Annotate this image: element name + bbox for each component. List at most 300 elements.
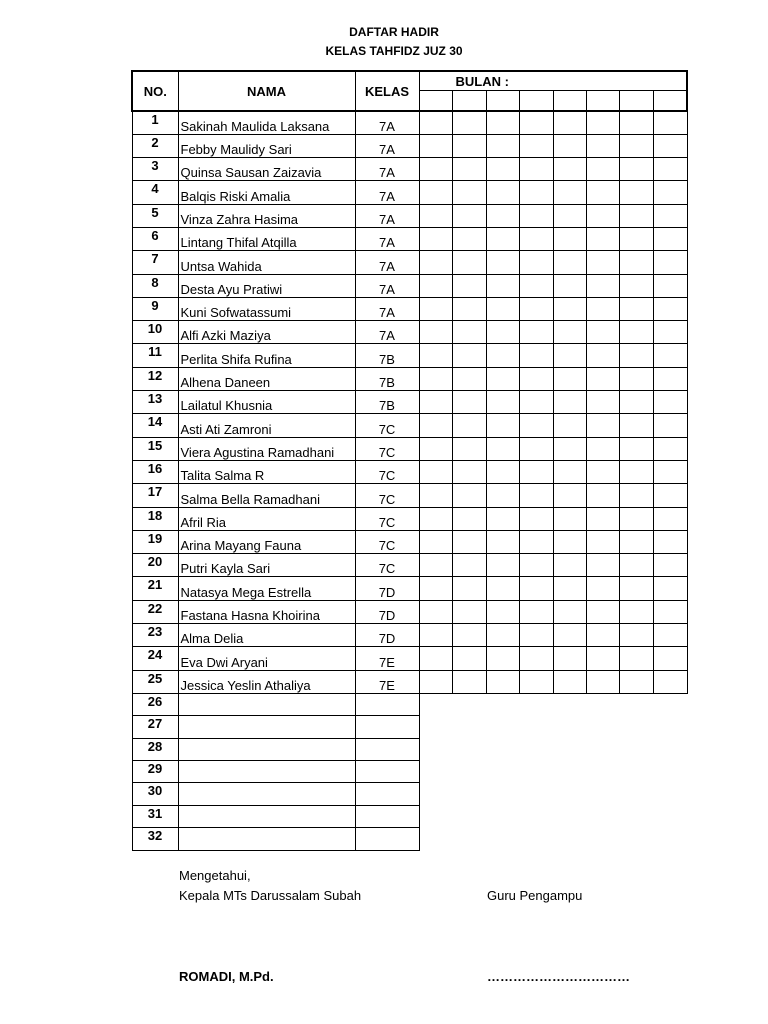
- attendance-cell: [519, 647, 553, 670]
- attendance-cell: [553, 204, 586, 227]
- student-name: Vinza Zahra Hasima: [178, 204, 355, 227]
- student-name: Eva Dwi Aryani: [178, 647, 355, 670]
- attendance-cell: [553, 227, 586, 250]
- table-row: [132, 274, 687, 297]
- attendance-cell: [653, 600, 687, 623]
- attendance-cell: [553, 600, 586, 623]
- row-number: 11: [132, 344, 178, 367]
- student-class: 7A: [355, 321, 419, 344]
- attendance-cell: [653, 134, 687, 157]
- attendance-cell: [452, 321, 486, 344]
- student-class: 7A: [355, 181, 419, 204]
- attendance-cell: [553, 297, 586, 320]
- attendance-cell: [519, 577, 553, 600]
- attendance-cell: [419, 227, 452, 250]
- attendance-cell: [519, 344, 553, 367]
- attendance-cell: [486, 297, 519, 320]
- month-subheader-cell: [553, 91, 586, 112]
- attendance-cell: [619, 111, 653, 134]
- attendance-cell: [486, 134, 519, 157]
- student-class: 7D: [355, 577, 419, 600]
- attendance-cell: [419, 367, 452, 390]
- table-row: [132, 414, 687, 437]
- attendance-cell: [452, 134, 486, 157]
- attendance-cell: [419, 391, 452, 414]
- attendance-cell: [619, 414, 653, 437]
- student-name: Lintang Thifal Atqilla: [178, 227, 355, 250]
- attendance-table: [131, 70, 688, 851]
- table-row: [132, 158, 687, 181]
- attendance-cell: [419, 554, 452, 577]
- student-name: [178, 761, 355, 783]
- attendance-cell: [619, 321, 653, 344]
- attendance-cell: [553, 507, 586, 530]
- attendance-cell: [586, 251, 619, 274]
- attendance-cell: [486, 321, 519, 344]
- student-name: [178, 693, 355, 715]
- student-class: 7C: [355, 484, 419, 507]
- attendance-cell: [653, 414, 687, 437]
- row-number: 13: [132, 391, 178, 414]
- attendance-cell: [419, 204, 452, 227]
- student-class: 7D: [355, 600, 419, 623]
- footer-kepala-title: Kepala MTs Darussalam Subah: [179, 888, 362, 903]
- footer-kepala-name: ROMADI, M.Pd.: [179, 969, 274, 984]
- student-name: Salma Bella Ramadhani: [178, 484, 355, 507]
- attendance-cell: [619, 134, 653, 157]
- attendance-cell: [486, 577, 519, 600]
- student-class: 7A: [355, 134, 419, 157]
- student-class: 7B: [355, 344, 419, 367]
- attendance-cell: [553, 414, 586, 437]
- table-row: [132, 554, 687, 577]
- row-number: 23: [132, 624, 178, 647]
- table-row: [132, 577, 687, 600]
- attendance-cell: [586, 181, 619, 204]
- attendance-cell: [619, 624, 653, 647]
- student-name: Asti Ati Zamroni: [178, 414, 355, 437]
- student-class: [355, 783, 419, 805]
- attendance-cell: [586, 111, 619, 134]
- row-number: 12: [132, 367, 178, 390]
- row-number: 29: [132, 761, 178, 783]
- attendance-cell: [653, 530, 687, 553]
- table-row: [132, 134, 687, 157]
- student-name: Afril Ria: [178, 507, 355, 530]
- month-subheader-cell: [486, 91, 519, 112]
- document-title: DAFTAR HADIR: [349, 25, 439, 39]
- attendance-cell: [486, 181, 519, 204]
- student-name: Alfi Azki Maziya: [178, 321, 355, 344]
- student-class: [355, 805, 419, 827]
- header-kelas: KELAS: [355, 71, 419, 111]
- attendance-cell: [653, 437, 687, 460]
- attendance-cell: [619, 181, 653, 204]
- attendance-cell: [653, 321, 687, 344]
- attendance-cell: [452, 437, 486, 460]
- footer-guru-title: Guru Pengampu: [487, 888, 583, 903]
- row-number: 2: [132, 134, 178, 157]
- student-class: [355, 761, 419, 783]
- student-name: [178, 783, 355, 805]
- student-name: [178, 716, 355, 738]
- attendance-cell: [653, 158, 687, 181]
- attendance-cell: [619, 670, 653, 693]
- attendance-cell: [586, 297, 619, 320]
- attendance-cell: [519, 227, 553, 250]
- table-row: [132, 693, 687, 715]
- attendance-cell: [419, 251, 452, 274]
- attendance-cell: [519, 274, 553, 297]
- attendance-cell: [519, 367, 553, 390]
- attendance-cell: [653, 577, 687, 600]
- attendance-cell: [553, 134, 586, 157]
- attendance-cell: [586, 670, 619, 693]
- attendance-cell: [586, 414, 619, 437]
- attendance-cell: [586, 367, 619, 390]
- attendance-cell: [653, 227, 687, 250]
- attendance-cell: [619, 274, 653, 297]
- month-subheader-cell: [586, 91, 619, 112]
- attendance-cell: [419, 624, 452, 647]
- row-number: 21: [132, 577, 178, 600]
- student-name: Febby Maulidy Sari: [178, 134, 355, 157]
- student-class: 7A: [355, 297, 419, 320]
- attendance-cell: [619, 158, 653, 181]
- attendance-cell: [653, 111, 687, 134]
- student-name: Perlita Shifa Rufina: [178, 344, 355, 367]
- attendance-cell: [519, 414, 553, 437]
- student-name: Putri Kayla Sari: [178, 554, 355, 577]
- attendance-cell: [553, 344, 586, 367]
- table-row: [132, 738, 687, 760]
- attendance-cell: [519, 484, 553, 507]
- attendance-cell: [452, 204, 486, 227]
- student-class: 7A: [355, 251, 419, 274]
- attendance-cell: [519, 391, 553, 414]
- table-row: [132, 805, 687, 827]
- attendance-cell: [553, 367, 586, 390]
- attendance-cell: [519, 297, 553, 320]
- attendance-cell: [653, 344, 687, 367]
- student-name: Kuni Sofwatassumi: [178, 297, 355, 320]
- attendance-cell: [519, 554, 553, 577]
- attendance-cell: [586, 227, 619, 250]
- attendance-cell: [619, 484, 653, 507]
- month-subheader-cell: [419, 91, 452, 112]
- attendance-cell: [486, 391, 519, 414]
- attendance-cell: [486, 111, 519, 134]
- attendance-cell: [653, 624, 687, 647]
- attendance-cell: [586, 577, 619, 600]
- attendance-cell: [653, 647, 687, 670]
- student-class: 7A: [355, 158, 419, 181]
- student-name: [178, 738, 355, 760]
- attendance-cell: [452, 554, 486, 577]
- row-number: 30: [132, 783, 178, 805]
- attendance-cell: [452, 507, 486, 530]
- attendance-cell: [586, 344, 619, 367]
- attendance-cell: [653, 204, 687, 227]
- attendance-cell: [452, 344, 486, 367]
- attendance-cell: [419, 437, 452, 460]
- attendance-cell: [486, 484, 519, 507]
- attendance-cell: [619, 577, 653, 600]
- student-name: Arina Mayang Fauna: [178, 530, 355, 553]
- attendance-cell: [519, 134, 553, 157]
- document-subtitle: KELAS TAHFIDZ JUZ 30: [325, 44, 463, 58]
- row-number: 6: [132, 227, 178, 250]
- attendance-cell: [419, 111, 452, 134]
- student-name: Natasya Mega Estrella: [178, 577, 355, 600]
- attendance-cell: [653, 670, 687, 693]
- table-row: [132, 624, 687, 647]
- student-name: [178, 828, 355, 850]
- student-name: Untsa Wahida: [178, 251, 355, 274]
- attendance-cell: [619, 204, 653, 227]
- attendance-cell: [553, 460, 586, 483]
- student-class: 7C: [355, 507, 419, 530]
- month-subheader-cell: [619, 91, 653, 112]
- attendance-cell: [486, 670, 519, 693]
- attendance-cell: [519, 460, 553, 483]
- attendance-cell: [653, 554, 687, 577]
- attendance-cell: [586, 647, 619, 670]
- table-row: [132, 716, 687, 738]
- table-row: [132, 181, 687, 204]
- attendance-cell: [486, 554, 519, 577]
- attendance-cell: [452, 577, 486, 600]
- attendance-cell: [486, 274, 519, 297]
- row-number: 18: [132, 507, 178, 530]
- attendance-cell: [452, 460, 486, 483]
- table-row: [132, 344, 687, 367]
- header-bulan: BULAN :: [419, 71, 687, 91]
- attendance-cell: [653, 251, 687, 274]
- student-class: 7B: [355, 367, 419, 390]
- attendance-cell: [653, 484, 687, 507]
- attendance-cell: [452, 414, 486, 437]
- attendance-cell: [586, 134, 619, 157]
- month-subheader-cell: [653, 91, 687, 112]
- student-class: [355, 716, 419, 738]
- attendance-cell: [486, 251, 519, 274]
- row-number: 19: [132, 530, 178, 553]
- attendance-cell: [419, 600, 452, 623]
- row-number: 16: [132, 460, 178, 483]
- attendance-cell: [419, 158, 452, 181]
- table-row: [132, 670, 687, 693]
- table-row: [132, 321, 687, 344]
- attendance-cell: [653, 297, 687, 320]
- student-name: Balqis Riski Amalia: [178, 181, 355, 204]
- footer-guru-signature-line: ……………………………: [487, 969, 630, 984]
- student-name: Alhena Daneen: [178, 367, 355, 390]
- attendance-cell: [619, 367, 653, 390]
- attendance-cell: [619, 530, 653, 553]
- attendance-cell: [486, 227, 519, 250]
- row-number: 7: [132, 251, 178, 274]
- attendance-cell: [653, 507, 687, 530]
- table-row: [132, 367, 687, 390]
- attendance-cell: [486, 367, 519, 390]
- attendance-cell: [553, 647, 586, 670]
- attendance-cell: [553, 251, 586, 274]
- attendance-cell: [586, 624, 619, 647]
- row-number: 10: [132, 321, 178, 344]
- attendance-cell: [486, 600, 519, 623]
- attendance-cell: [452, 484, 486, 507]
- attendance-cell: [419, 344, 452, 367]
- attendance-cell: [486, 344, 519, 367]
- attendance-cell: [486, 530, 519, 553]
- attendance-cell: [452, 367, 486, 390]
- attendance-cell: [619, 507, 653, 530]
- row-number: 3: [132, 158, 178, 181]
- attendance-cell: [419, 670, 452, 693]
- attendance-cell: [553, 554, 586, 577]
- row-number: 22: [132, 600, 178, 623]
- table-row: [132, 111, 687, 134]
- attendance-cell: [519, 507, 553, 530]
- attendance-cell: [553, 111, 586, 134]
- student-class: 7B: [355, 391, 419, 414]
- attendance-cell: [519, 437, 553, 460]
- student-class: 7C: [355, 530, 419, 553]
- attendance-cell: [619, 227, 653, 250]
- attendance-cell: [586, 437, 619, 460]
- attendance-cell: [419, 181, 452, 204]
- attendance-cell: [452, 227, 486, 250]
- attendance-cell: [553, 670, 586, 693]
- student-name: Talita Salma R: [178, 460, 355, 483]
- attendance-cell: [619, 344, 653, 367]
- attendance-cell: [419, 460, 452, 483]
- attendance-cell: [653, 460, 687, 483]
- student-name: Desta Ayu Pratiwi: [178, 274, 355, 297]
- attendance-cell: [419, 274, 452, 297]
- student-class: 7D: [355, 624, 419, 647]
- attendance-cell: [586, 530, 619, 553]
- attendance-cell: [519, 181, 553, 204]
- student-class: 7A: [355, 274, 419, 297]
- attendance-cell: [419, 321, 452, 344]
- attendance-cell: [586, 158, 619, 181]
- table-row: [132, 227, 687, 250]
- student-class: [355, 693, 419, 715]
- student-class: 7E: [355, 647, 419, 670]
- table-row: [132, 761, 687, 783]
- student-class: 7A: [355, 111, 419, 134]
- table-row: [132, 297, 687, 320]
- attendance-cell: [486, 460, 519, 483]
- attendance-cell: [653, 181, 687, 204]
- row-number: 20: [132, 554, 178, 577]
- attendance-cell: [452, 647, 486, 670]
- row-number: 26: [132, 693, 178, 715]
- attendance-cell: [619, 437, 653, 460]
- attendance-cell: [619, 251, 653, 274]
- attendance-cell: [519, 600, 553, 623]
- attendance-cell: [419, 577, 452, 600]
- attendance-cell: [419, 414, 452, 437]
- attendance-cell: [419, 297, 452, 320]
- attendance-cell: [419, 134, 452, 157]
- attendance-cell: [553, 391, 586, 414]
- table-row: [132, 391, 687, 414]
- row-number: 14: [132, 414, 178, 437]
- attendance-cell: [486, 624, 519, 647]
- attendance-cell: [519, 111, 553, 134]
- row-number: 4: [132, 181, 178, 204]
- attendance-cell: [519, 624, 553, 647]
- attendance-cell: [553, 274, 586, 297]
- attendance-cell: [586, 321, 619, 344]
- attendance-cell: [619, 297, 653, 320]
- attendance-cell: [586, 391, 619, 414]
- attendance-cell: [419, 530, 452, 553]
- attendance-cell: [419, 507, 452, 530]
- attendance-cell: [419, 484, 452, 507]
- attendance-cell: [586, 484, 619, 507]
- student-name: Fastana Hasna Khoirina: [178, 600, 355, 623]
- table-row: [132, 783, 687, 805]
- attendance-cell: [452, 251, 486, 274]
- student-name: Lailatul Khusnia: [178, 391, 355, 414]
- attendance-cell: [586, 600, 619, 623]
- student-class: 7E: [355, 670, 419, 693]
- attendance-cell: [519, 251, 553, 274]
- attendance-cell: [619, 554, 653, 577]
- row-number: 17: [132, 484, 178, 507]
- table-row: [132, 828, 687, 850]
- row-number: 5: [132, 204, 178, 227]
- month-subheader-cell: [452, 91, 486, 112]
- attendance-cell: [486, 414, 519, 437]
- attendance-cell: [519, 530, 553, 553]
- student-name: [178, 805, 355, 827]
- attendance-cell: [452, 391, 486, 414]
- student-class: 7A: [355, 204, 419, 227]
- attendance-cell: [586, 507, 619, 530]
- attendance-cell: [452, 297, 486, 320]
- row-number: 28: [132, 738, 178, 760]
- attendance-cell: [553, 437, 586, 460]
- student-name: Jessica Yeslin Athaliya: [178, 670, 355, 693]
- attendance-cell: [619, 600, 653, 623]
- attendance-cell: [419, 647, 452, 670]
- table-row: [132, 507, 687, 530]
- attendance-cell: [486, 158, 519, 181]
- header-no: NO.: [132, 71, 178, 111]
- attendance-cell: [452, 530, 486, 553]
- attendance-cell: [619, 647, 653, 670]
- attendance-cell: [486, 204, 519, 227]
- attendance-cell: [486, 437, 519, 460]
- attendance-cell: [653, 391, 687, 414]
- row-number: 31: [132, 805, 178, 827]
- header-nama: NAMA: [178, 71, 355, 111]
- attendance-cell: [519, 670, 553, 693]
- attendance-cell: [586, 460, 619, 483]
- student-class: 7A: [355, 227, 419, 250]
- attendance-cell: [519, 321, 553, 344]
- attendance-cell: [653, 274, 687, 297]
- attendance-cell: [519, 204, 553, 227]
- table-row: [132, 251, 687, 274]
- attendance-cell: [586, 554, 619, 577]
- row-number: 15: [132, 437, 178, 460]
